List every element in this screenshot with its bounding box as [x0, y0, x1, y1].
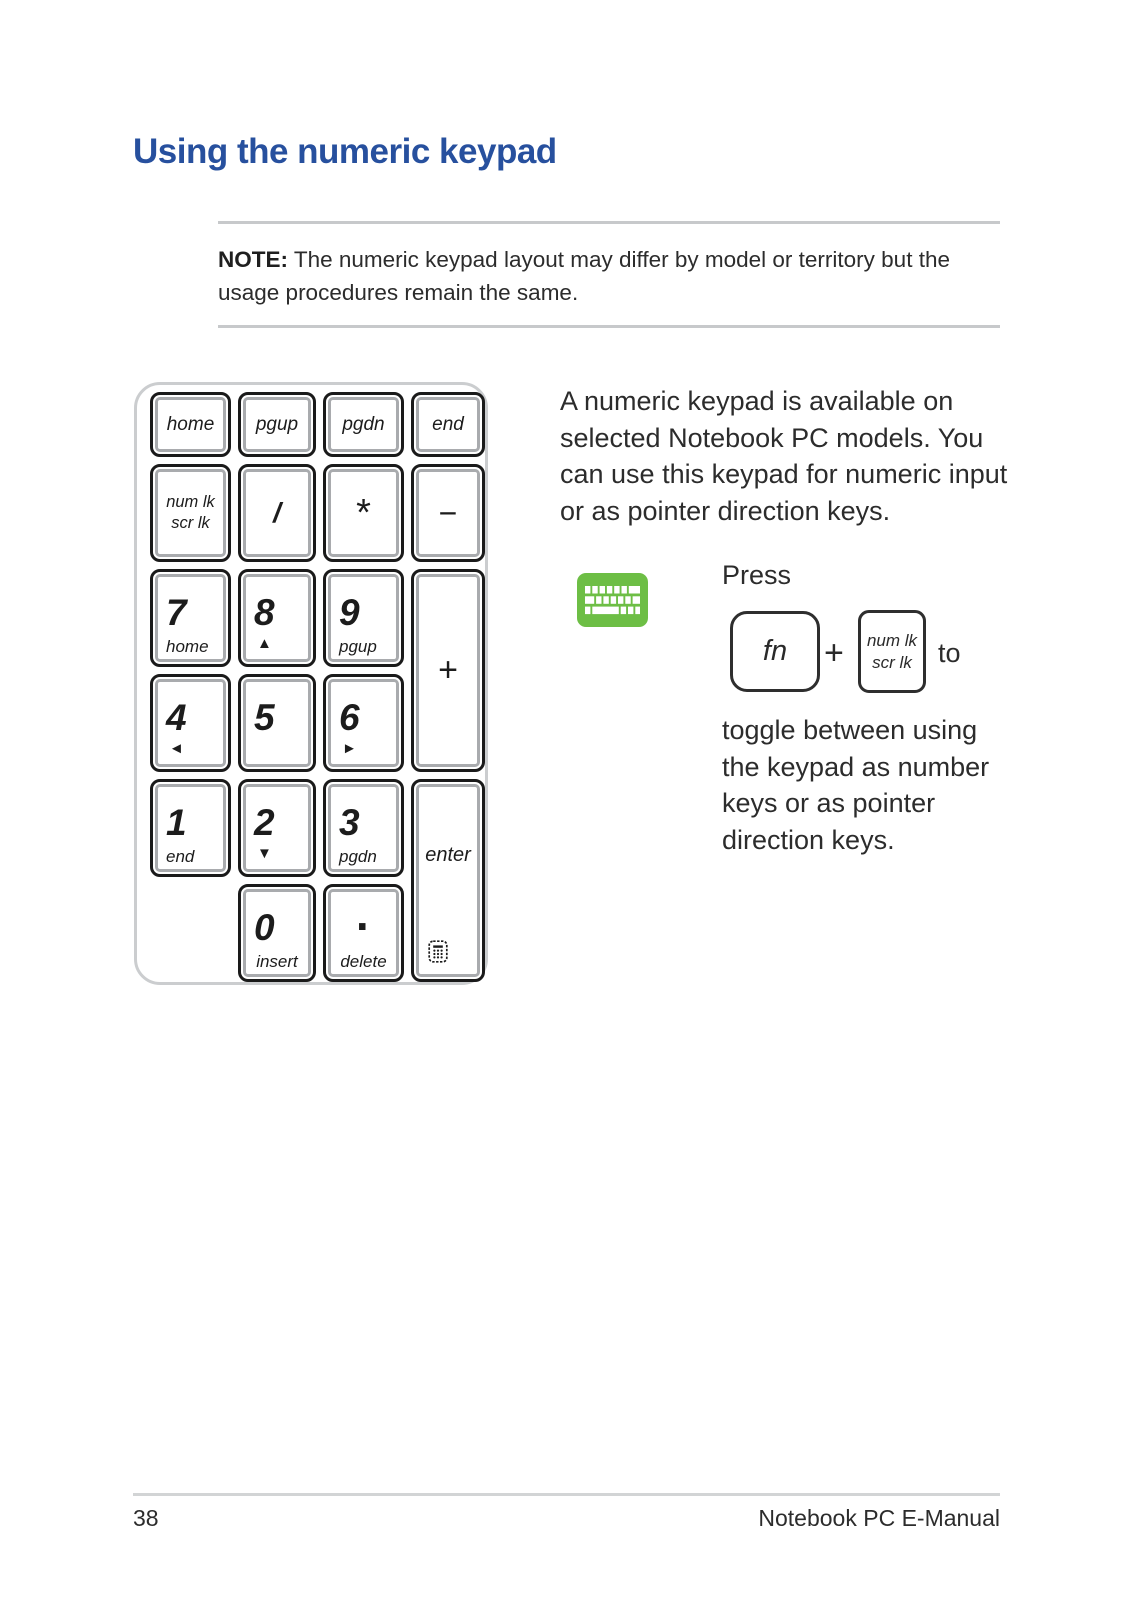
key-7-sublabel: home: [166, 637, 209, 656]
key-0-sublabel: insert: [256, 952, 298, 971]
footer-manual-title: Notebook PC E-Manual: [758, 1505, 1000, 1531]
key-1: [150, 779, 231, 877]
key-enter: [411, 779, 485, 982]
key-asterisk: [323, 464, 404, 562]
key-3-sublabel: pgdn: [339, 847, 377, 866]
key-4: [150, 674, 231, 772]
key-6-number: 6: [339, 697, 360, 738]
key-dot-sublabel: delete: [340, 952, 387, 971]
key-dot-glyph: ·: [355, 900, 372, 952]
key-pgup: [238, 392, 316, 457]
key-9-number: 9: [339, 592, 360, 633]
numlk-key: [858, 610, 926, 693]
numlk-key-line1: num lk: [866, 630, 918, 650]
key-home-label: home: [166, 413, 215, 435]
key-pgup-label: pgup: [255, 413, 299, 435]
arrow-left-icon: ◄: [169, 740, 184, 757]
note-body: The numeric keypad layout may differ by model or territory but the usage procedures remain the same.: [218, 247, 950, 305]
note-paragraph: [218, 243, 1000, 309]
key-numlk-line2: scr lk: [171, 514, 210, 532]
fn-key-label: fn: [762, 635, 788, 667]
arrow-down-icon: ▼: [257, 845, 272, 862]
key-dot: [323, 884, 404, 982]
key-8: [238, 569, 316, 667]
key-5: [238, 674, 316, 772]
key-end-label: end: [432, 413, 464, 435]
keyboard-icon: [577, 573, 648, 632]
to-label: to: [938, 638, 961, 668]
key-home: [150, 392, 231, 457]
key-8-number: 8: [254, 592, 275, 633]
note-divider-top: [218, 221, 1000, 224]
keypad-grid: [150, 392, 485, 982]
intro-paragraph: A numeric keypad is available on selected Notebook PC models. You can use this keypad for numeric input or as pointer direction keys.: [560, 386, 1008, 526]
key-2-number: 2: [254, 802, 275, 843]
note-label: NOTE:: [218, 247, 288, 272]
key-4-number: 4: [166, 697, 187, 738]
key-slash: [238, 464, 316, 562]
key-1-number: 1: [166, 802, 187, 843]
arrow-right-icon: ►: [342, 740, 357, 757]
key-9: [323, 569, 404, 667]
key-slash-label: /: [273, 497, 281, 528]
key-pgdn: [323, 392, 404, 457]
key-3-number: 3: [339, 802, 360, 843]
footer-page-number: 38: [133, 1505, 159, 1531]
page-title: Using the numeric keypad: [133, 132, 557, 171]
footer-divider: [133, 1493, 1000, 1496]
key-9-sublabel: pgup: [339, 637, 377, 656]
key-plus-label: +: [438, 651, 458, 689]
fn-key: [730, 611, 820, 692]
key-numlk-label: [153, 467, 228, 559]
key-plus: [411, 569, 485, 772]
key-minus: [411, 464, 485, 562]
key-numlk: [150, 464, 231, 562]
key-1-sublabel: end: [166, 847, 195, 866]
note-divider-bottom: [218, 325, 1000, 328]
key-pgdn-label: pgdn: [342, 413, 385, 435]
key-0-number: 0: [254, 907, 275, 948]
key-6: [323, 674, 404, 772]
numlk-key-line2: scr lk: [872, 652, 912, 672]
numpad-icon: [428, 940, 448, 968]
key-0: [238, 884, 316, 982]
key-5-number: 5: [254, 697, 275, 738]
press-label: Press: [722, 560, 792, 590]
key-7: [150, 569, 231, 667]
toggle-paragraph: toggle between using the keypad as number keys or as pointer direction keys.: [722, 715, 990, 855]
key-3: [323, 779, 404, 877]
key-end: [411, 392, 485, 457]
key-numlk-line1: num lk: [166, 493, 215, 511]
key-7-number: 7: [166, 592, 187, 633]
key-2: [238, 779, 316, 877]
key-enter-label: enter: [425, 844, 471, 866]
arrow-up-icon: ▲: [257, 635, 272, 652]
key-asterisk-label: *: [356, 491, 371, 534]
plus-sign: +: [824, 634, 844, 672]
key-minus-label: −: [438, 494, 458, 531]
numeric-keypad-diagram: [134, 382, 488, 985]
